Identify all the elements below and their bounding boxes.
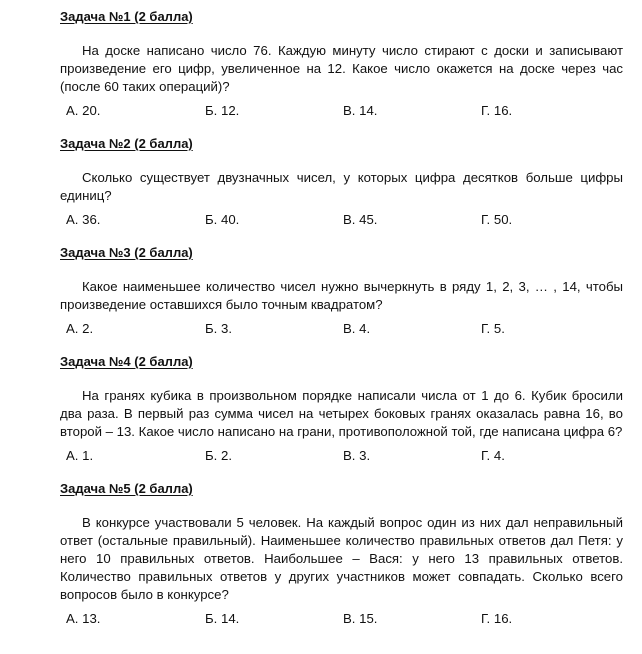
answer-option-v: В. 4. <box>343 321 371 336</box>
task-question: На доске написано число 76. Каждую минуту число стирают с доски и записывают произведение его цифр, увеличенное на 12. Какое число окажется на доске через час (после 60 таких операций)? <box>60 43 623 94</box>
answer-option-g: Г. 4. <box>481 448 505 463</box>
answer-options <box>60 211 624 229</box>
answer-options <box>60 102 624 120</box>
answer-option-a: А. 20. <box>66 103 101 118</box>
answer-option-a: А. 2. <box>66 321 94 336</box>
task-question: На гранях кубика в произвольном порядке написали числа от 1 до 6. Кубик бросили два раза. В первый раз сумма чисел на четырех боковых гранях оказалась равна 16, во второй – 13. Какое число написано на грани, противоположной той, где написана цифра 6? <box>60 388 623 439</box>
answer-option-g: Г. 5. <box>481 321 505 336</box>
task-question: Сколько существует двузначных чисел, у которых цифра десятков больше цифры единиц? <box>60 170 623 203</box>
answer-option-b: Б. 3. <box>205 321 232 336</box>
task-5 <box>60 479 624 628</box>
answer-option-b: Б. 2. <box>205 448 232 463</box>
answer-option-v: В. 3. <box>343 448 371 463</box>
task-3 <box>60 243 624 338</box>
answer-option-g: Г. 16. <box>481 611 513 626</box>
answer-option-v: В. 15. <box>343 611 378 626</box>
task-heading: Задача №2 (2 балла) <box>60 136 193 151</box>
task-question: Какое наименьшее количество чисел нужно вычеркнуть в ряду 1, 2, 3, … , 14, чтобы произведение оставшихся было точным квадратом? <box>60 279 623 312</box>
task-1 <box>60 7 624 120</box>
task-4 <box>60 352 624 465</box>
task-question: В конкурсе участвовали 5 человек. На каждый вопрос один из них дал неправильный ответ (остальные правильный). Наименьшее количество правильных ответов дал Петя: у него 10 правильных ответов. Наибольшее – Вася: у него 13 правильных ответов. Количество правильных ответов у других участников может совпадать. Сколько всего вопросов было в конкурсе? <box>60 515 623 602</box>
answer-option-a: А. 36. <box>66 212 101 227</box>
answer-option-v: В. 14. <box>343 103 378 118</box>
task-heading: Задача №3 (2 балла) <box>60 245 193 260</box>
answer-option-v: В. 45. <box>343 212 378 227</box>
answer-options <box>60 610 624 628</box>
task-heading: Задача №1 (2 балла) <box>60 9 193 24</box>
answer-options <box>60 320 624 338</box>
task-2 <box>60 134 624 229</box>
answer-option-b: Б. 40. <box>205 212 240 227</box>
answer-option-b: Б. 12. <box>205 103 240 118</box>
answer-option-g: Г. 16. <box>481 103 513 118</box>
task-heading: Задача №4 (2 балла) <box>60 354 193 369</box>
task-heading: Задача №5 (2 балла) <box>60 481 193 496</box>
answer-option-b: Б. 14. <box>205 611 240 626</box>
answer-options <box>60 447 624 465</box>
answer-option-a: А. 13. <box>66 611 101 626</box>
answer-option-g: Г. 50. <box>481 212 513 227</box>
answer-option-a: А. 1. <box>66 448 94 463</box>
